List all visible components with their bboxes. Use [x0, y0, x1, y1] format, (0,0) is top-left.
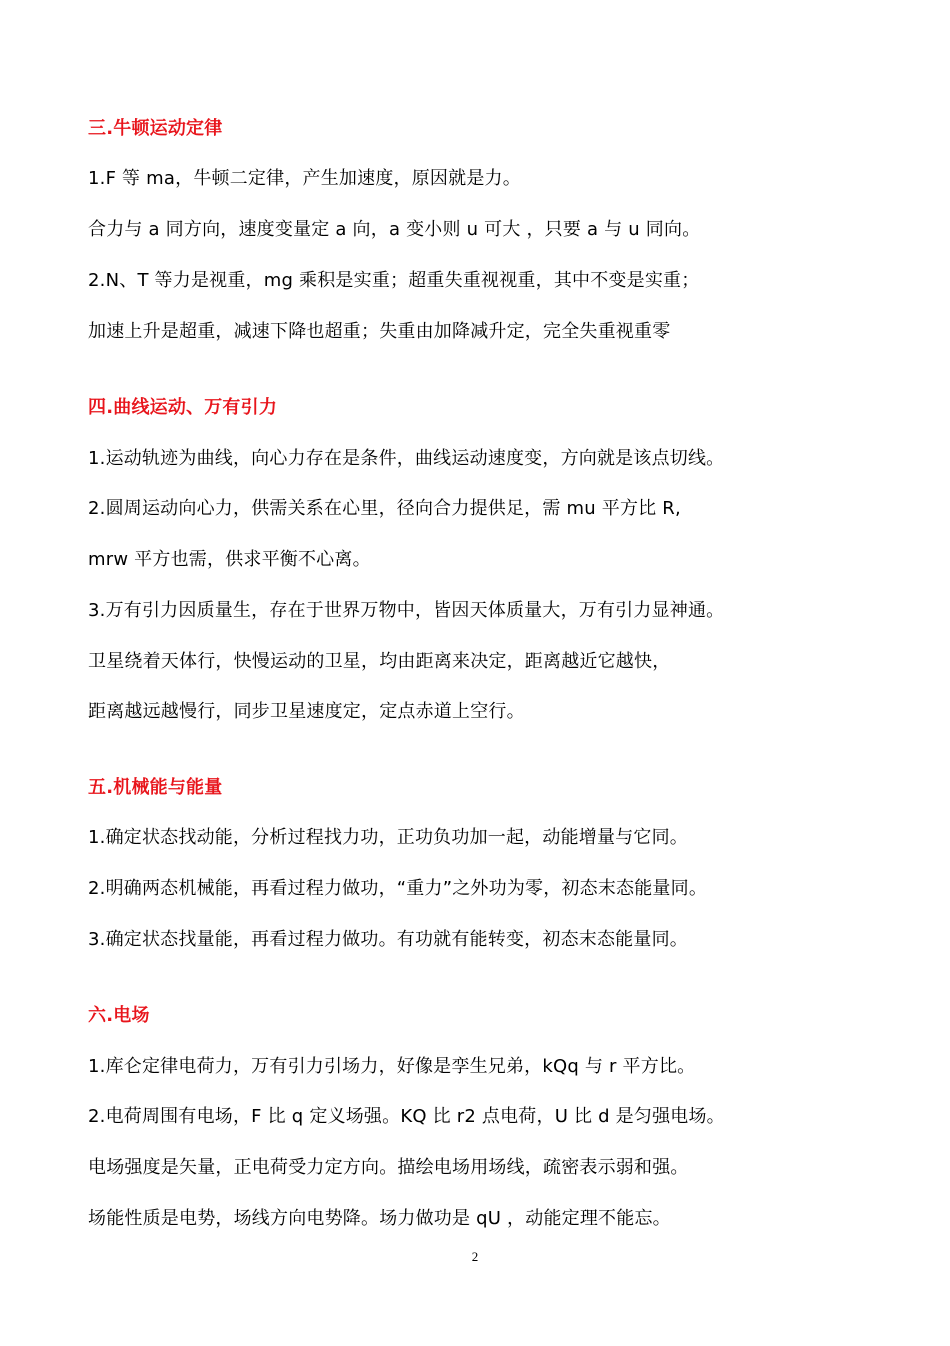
text-line: 加速上升是超重，减速下降也超重；失重由加降减升定，完全失重视重零: [88, 321, 671, 342]
section-heading-mechanical-energy: 五.机械能与能量: [88, 777, 223, 798]
text-line: mrw 平方也需，供求平衡不心离。: [88, 549, 371, 570]
text-line: 2.明确两态机械能，再看过程力做功，“重力”之外功为零，初态末态能量同。: [88, 878, 708, 899]
text-line: 3.确定状态找量能，再看过程力做功。有功就有能转变，初态末态能量同。: [88, 929, 688, 950]
text-line: 1.库仑定律电荷力，万有引力引场力，好像是孪生兄弟，kQq 与 r 平方比。: [88, 1056, 696, 1077]
section-heading-electric-field: 六.电场: [88, 1005, 150, 1026]
text-line: 1.确定状态找动能，分析过程找力功，正功负功加一起，动能增量与它同。: [88, 827, 688, 848]
text-line: 2.电荷周围有电场，F 比 q 定义场强。KQ 比 r2 点电荷，U 比 d 是匀强电场。: [88, 1106, 725, 1127]
text-line: 卫星绕着天体行，快慢运动的卫星，均由距离来决定，距离越近它越快，: [88, 651, 671, 672]
text-line: 2.N、T 等力是视重，mg 乘积是实重；超重失重视视重，其中不变是实重；: [88, 270, 700, 291]
section-heading-curve-motion: 四.曲线运动、万有引力: [88, 397, 278, 418]
section-heading-newton: 三.牛顿运动定律: [88, 118, 223, 139]
text-line: 1.运动轨迹为曲线，向心力存在是条件，曲线运动速度变，方向就是该点切线。: [88, 448, 725, 469]
text-line: 合力与 a 同方向，速度变量定 a 向，a 变小则 u 可大 ，只要 a 与 u 同向。: [88, 219, 701, 240]
text-line: 距离越远越慢行，同步卫星速度定，定点赤道上空行。: [88, 701, 525, 722]
text-line: 场能性质是电势，场线方向电势降。场力做功是 qU ，动能定理不能忘。: [88, 1208, 671, 1229]
page-number: 2: [471, 1249, 479, 1264]
text-line: 1.F 等 ma，牛顿二定律，产生加速度，原因就是力。: [88, 168, 521, 189]
text-line: 3.万有引力因质量生，存在于世界万物中，皆因天体质量大，万有引力显神通。: [88, 600, 725, 621]
text-line: 2.圆周运动向心力，供需关系在心里，径向合力提供足，需 mu 平方比 R,: [88, 498, 681, 519]
text-line: 电场强度是矢量，正电荷受力定方向。描绘电场用场线，疏密表示弱和强。: [88, 1157, 689, 1178]
